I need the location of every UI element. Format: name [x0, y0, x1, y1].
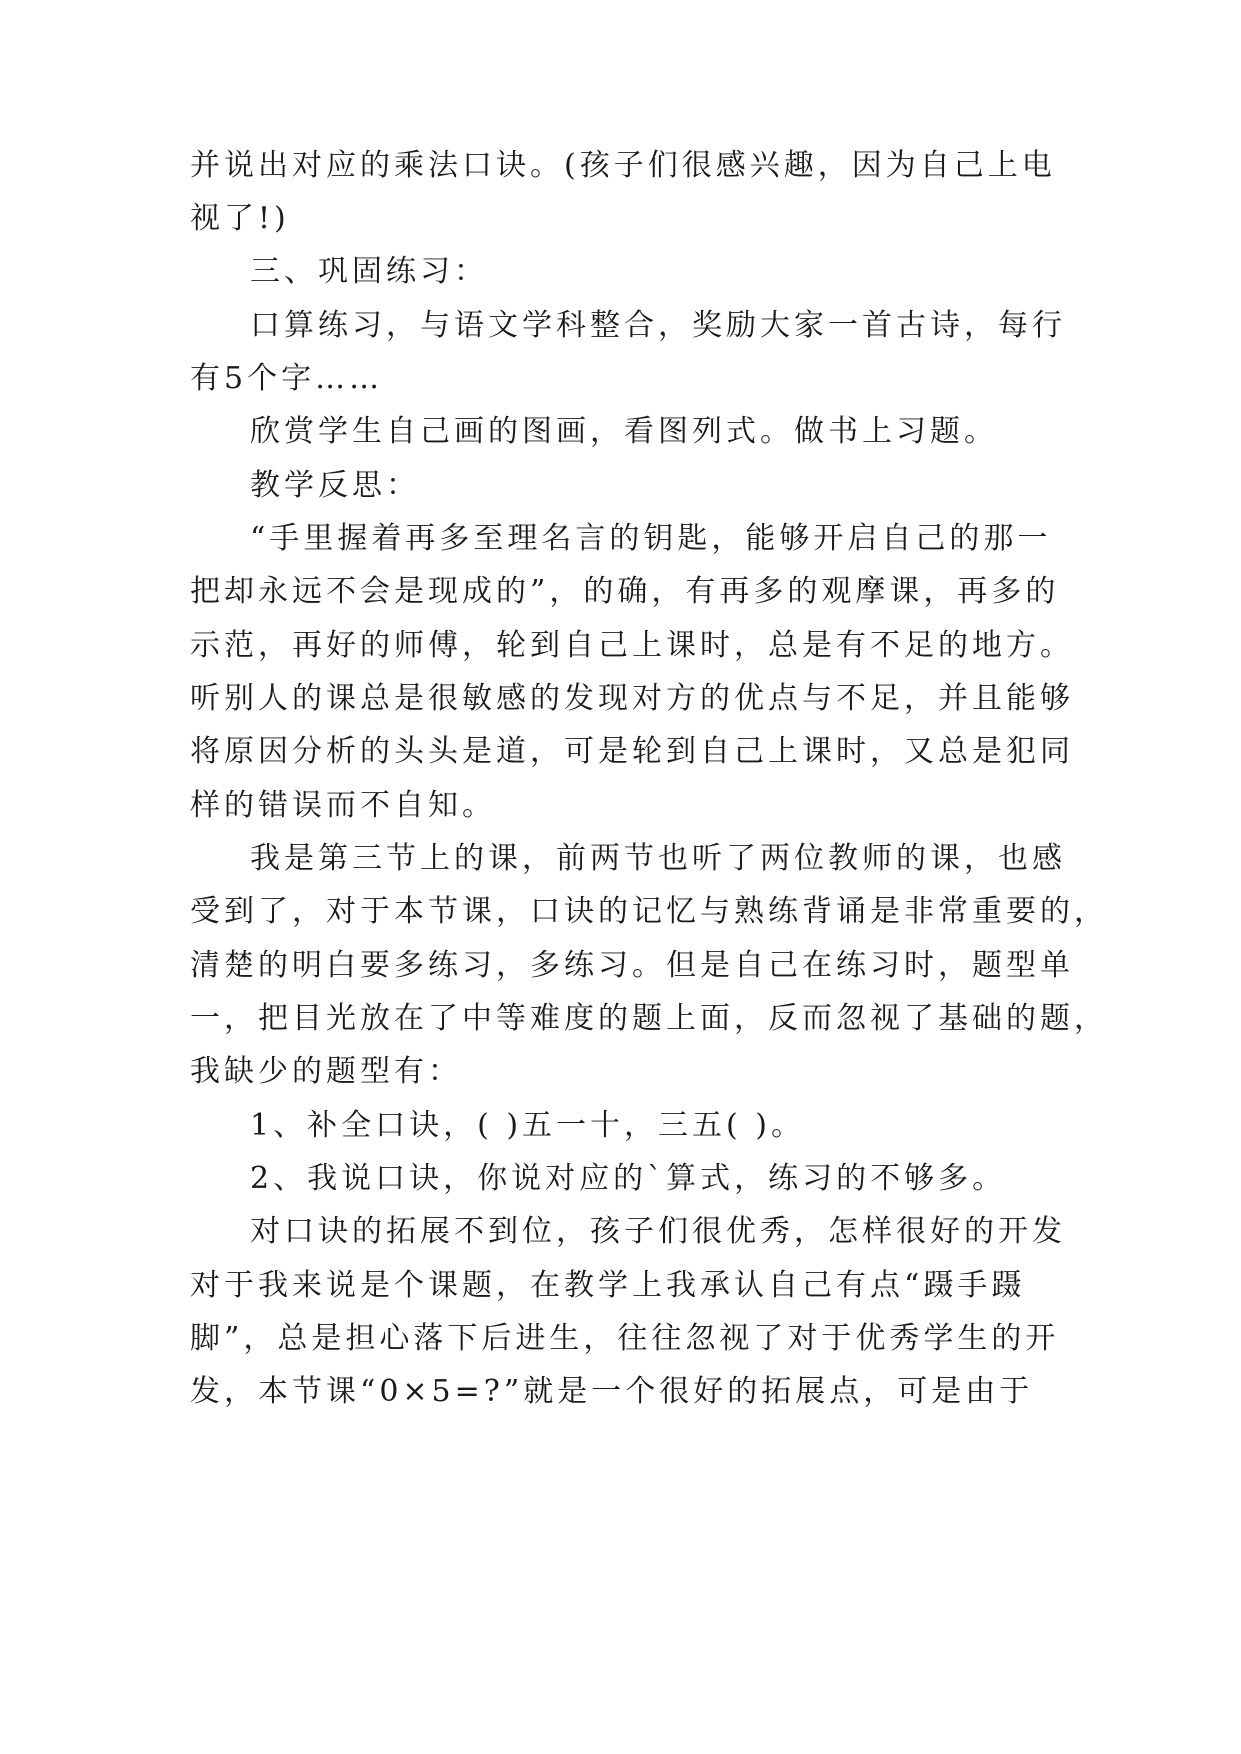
- section-heading: 三、巩固练习：: [250, 254, 488, 289]
- text-line: 把却永远不会是现成的”，的确，有再多的观摩课，再多的: [190, 574, 1060, 609]
- text-line: 示范，再好的师傅，轮到自己上课时，总是有不足的地方。: [190, 628, 1074, 663]
- text-line: 清楚的明白要多练习，多练习。但是自己在练习时，题型单: [190, 948, 1074, 983]
- text-line: “手里握着再多至理名言的钥匙，能够开启自己的那一: [250, 521, 1052, 556]
- text-line: 将原因分析的头头是道，可是轮到自己上课时，又总是犯同: [190, 734, 1074, 769]
- section-heading: 教学反思：: [250, 468, 420, 503]
- text-line: 欣赏学生自己画的图画，看图列式。做书上习题。: [250, 414, 998, 449]
- text-line: 视了!): [190, 201, 290, 236]
- text-line: 对口诀的拓展不到位，孩子们很优秀，怎样很好的开发: [250, 1214, 1066, 1249]
- text-line: 听别人的课总是很敏感的发现对方的优点与不足，并且能够: [190, 681, 1074, 716]
- text-line: 并说出对应的乘法口诀。(孩子们很感兴趣，因为自己上电: [190, 148, 1056, 183]
- text-line: 口算练习，与语文学科整合，奖励大家一首古诗，每行: [250, 308, 1066, 343]
- text-line: 受到了，对于本节课，口诀的记忆与熟练背诵是非常重要的，: [190, 894, 1108, 929]
- text-line: 脚”，总是担心落下后进生，往往忽视了对于优秀学生的开: [190, 1321, 1060, 1356]
- text-line: 样的错误而不自知。: [190, 788, 496, 823]
- text-line: 有5个字……: [190, 361, 384, 396]
- text-line: 对于我来说是个课题，在教学上我承认自己有点“蹑手蹑: [190, 1268, 1026, 1303]
- list-item: 1、补全口诀，( )五一十，三五( )。: [250, 1108, 805, 1143]
- list-item: 2、我说口诀，你说对应的`算式，练习的不够多。: [250, 1161, 1007, 1196]
- text-line: 我缺少的题型有：: [190, 1054, 462, 1089]
- text-line: 我是第三节上的课，前两节也听了两位教师的课，也感: [250, 841, 1066, 876]
- text-line: 发，本节课“0×5=?”就是一个很好的拓展点，可是由于: [190, 1374, 1034, 1409]
- text-line: 一，把目光放在了中等难度的题上面，反而忽视了基础的题，: [190, 1001, 1108, 1036]
